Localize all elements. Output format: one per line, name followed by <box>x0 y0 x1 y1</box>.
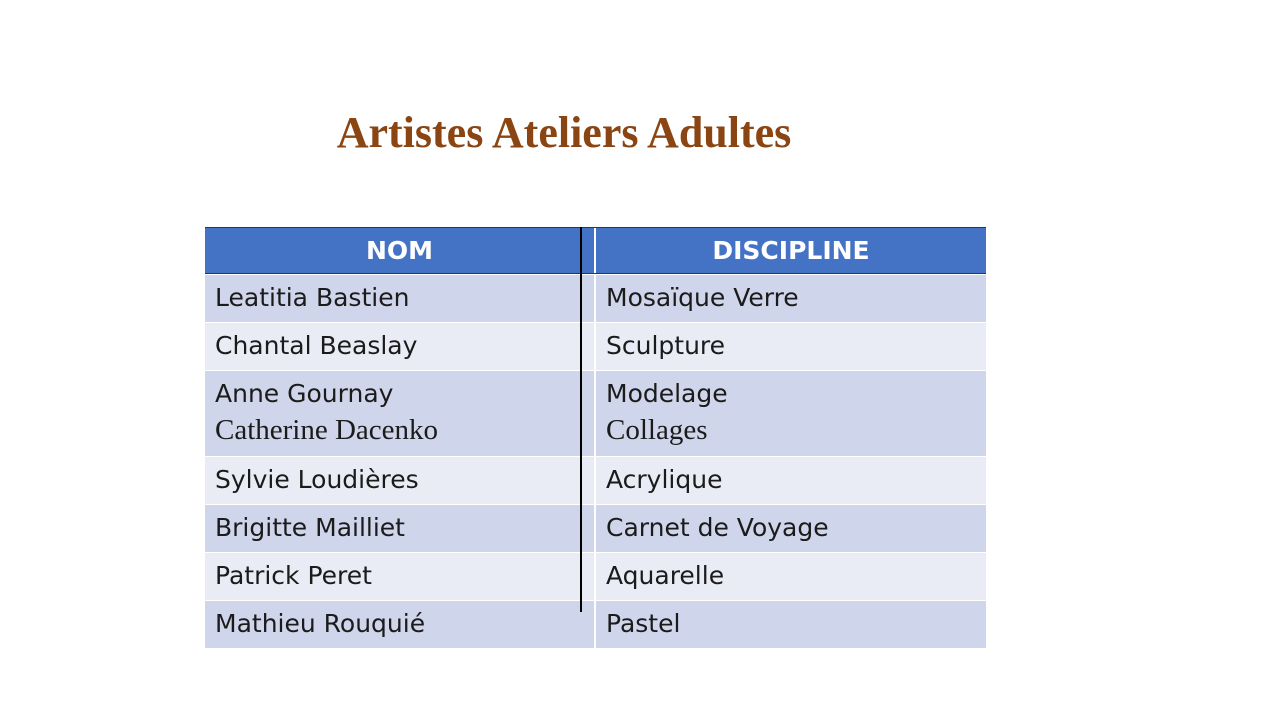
table-row <box>205 322 986 370</box>
page-title: Artistes Ateliers Adultes <box>336 108 792 157</box>
cell-discipline <box>595 371 986 456</box>
cell-discipline: Pastel <box>595 601 986 648</box>
cell-discipline: Mosaïque Verre <box>595 275 986 322</box>
table-header-row <box>205 227 986 274</box>
table-row <box>205 456 986 504</box>
cell-nom: Sylvie Loudières <box>205 457 595 504</box>
cell-discipline: Aquarelle <box>595 553 986 600</box>
artists-table <box>205 227 986 648</box>
table-row <box>205 370 986 456</box>
table-row <box>205 552 986 600</box>
cell-discipline-line1: Modelage <box>606 379 728 408</box>
cell-discipline-line2: Collages <box>606 414 708 446</box>
cell-discipline: Sculpture <box>595 323 986 370</box>
cell-nom: Mathieu Rouquié <box>205 601 595 648</box>
cell-nom-line2: Catherine Dacenko <box>215 414 439 446</box>
cell-discipline: Acrylique <box>595 457 986 504</box>
column-divider-line <box>580 227 582 612</box>
table-row <box>205 600 986 648</box>
cell-nom <box>205 371 595 456</box>
cell-discipline: Carnet de Voyage <box>595 505 986 552</box>
table-row <box>205 504 986 552</box>
cell-nom: Leatitia Bastien <box>205 275 595 322</box>
cell-nom-line1: Anne Gournay <box>215 379 394 408</box>
cell-nom: Patrick Peret <box>205 553 595 600</box>
header-discipline: DISCIPLINE <box>595 228 986 273</box>
table-row <box>205 274 986 322</box>
cell-nom: Chantal Beaslay <box>205 323 595 370</box>
cell-nom: Brigitte Mailliet <box>205 505 595 552</box>
header-nom: NOM <box>205 228 595 273</box>
